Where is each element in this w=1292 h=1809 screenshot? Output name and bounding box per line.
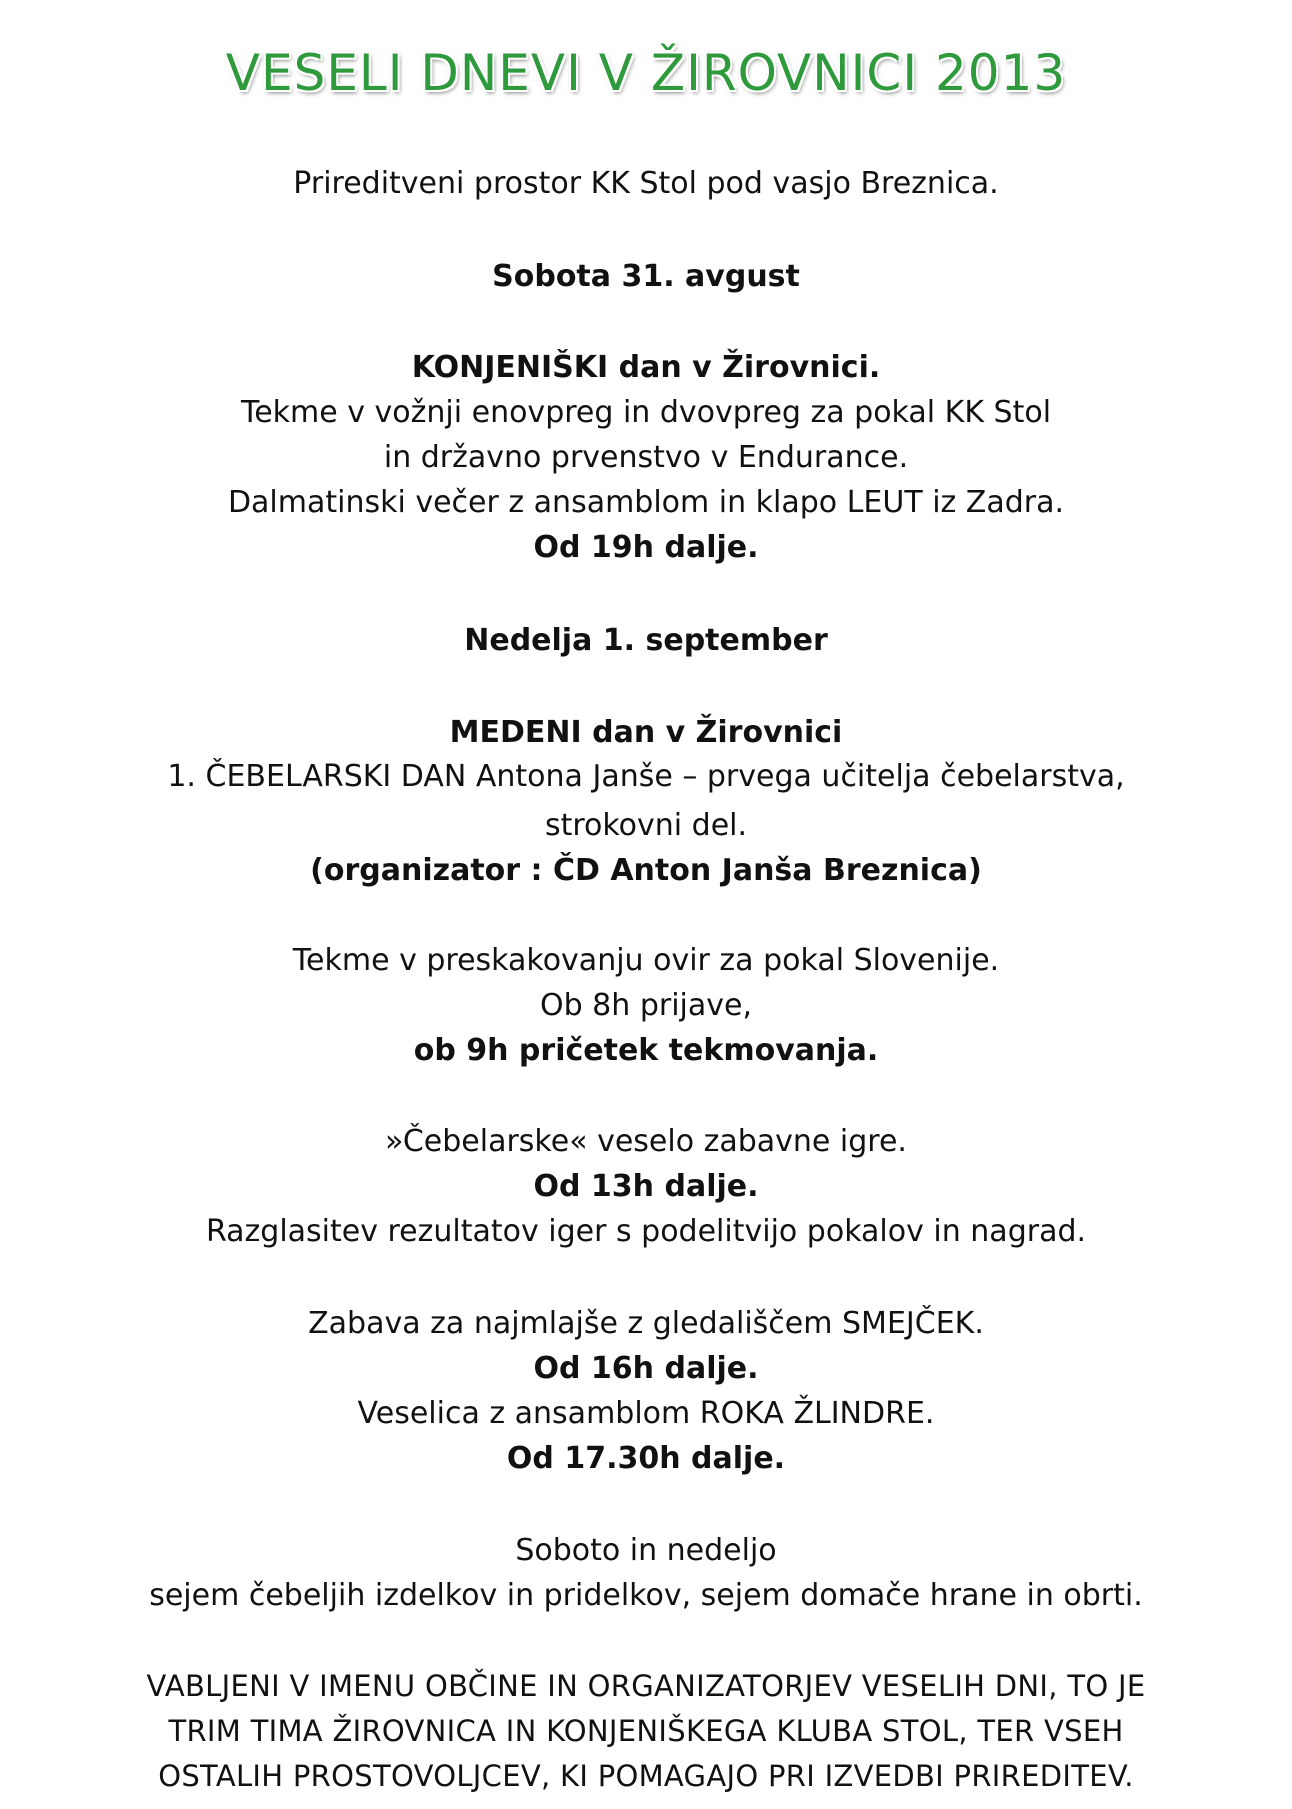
saturday-line-2: in državno prvenstvo v Endurance. [383,440,909,475]
kids-time: Od 16h dalje. [533,1351,759,1386]
organizer-text: (organizator : ČD Anton Janša Breznica) [310,853,982,888]
page-title: VESELI DNEVI V ŽIROVNICI 2013 [225,44,1067,102]
sunday-heading: MEDENI dan v Žirovnici [449,715,843,750]
competition-start: ob 9h pričetek tekmovanja. [413,1033,879,1068]
kids-text: Zabava za najmlajše z gledališčem SMEJČEK. [308,1306,984,1341]
saturday-date: Sobota 31. avgust [492,259,800,294]
sunday-date: Nedelja 1. september [464,623,828,658]
saturday-time: Od 19h dalje. [533,530,759,565]
saturday-line-3: Dalmatinski večer z ansamblom in klapo LEUT iz Zadra. [227,485,1065,520]
games-time: Od 13h dalje. [533,1169,759,1204]
fair-text: sejem čebeljih izdelkov in pridelkov, sejem domače hrane in obrti. [149,1578,1143,1613]
results-text: Razglasitev rezultatov iger s podelitvijo pokalov in nagrad. [205,1214,1087,1249]
invitation-line-1: VABLJENI V IMENU OBČINE IN ORGANIZATORJEV VESELIH DNI, TO JE [146,1669,1146,1703]
sunday-line-2: strokovni del. [544,808,748,843]
venue-text: Prireditveni prostor KK Stol pod vasjo Breznica. [293,166,999,201]
saturday-heading: KONJENIŠKI dan v Žirovnici. [411,350,881,385]
jumping-competition: Tekme v preskakovanju ovir za pokal Slovenije. [292,943,1000,978]
party-time: Od 17.30h dalje. [506,1441,786,1476]
saturday-line-1: Tekme v vožnji enovpreg in dvovpreg za pokal KK Stol [240,395,1052,430]
invitation-line-3: OSTALIH PROSTOVOLJCEV, KI POMAGAJO PRI IZVEDBI PRIREDITEV. [158,1759,1134,1793]
registration-time: Ob 8h prijave, [539,988,752,1023]
party-text: Veselica z ansamblom ROKA ŽLINDRE. [357,1396,935,1431]
invitation-line-2: TRIM TIMA ŽIROVNICA IN KONJENIŠKEGA KLUBA STOL, TER VSEH [168,1714,1124,1748]
sunday-line-1: 1. ČEBELARSKI DAN Antona Janše – prvega učitelja čebelarstva, [167,759,1125,794]
games-text: »Čebelarske« veselo zabavne igre. [385,1124,907,1159]
both-days-label: Soboto in nedeljo [515,1533,777,1568]
